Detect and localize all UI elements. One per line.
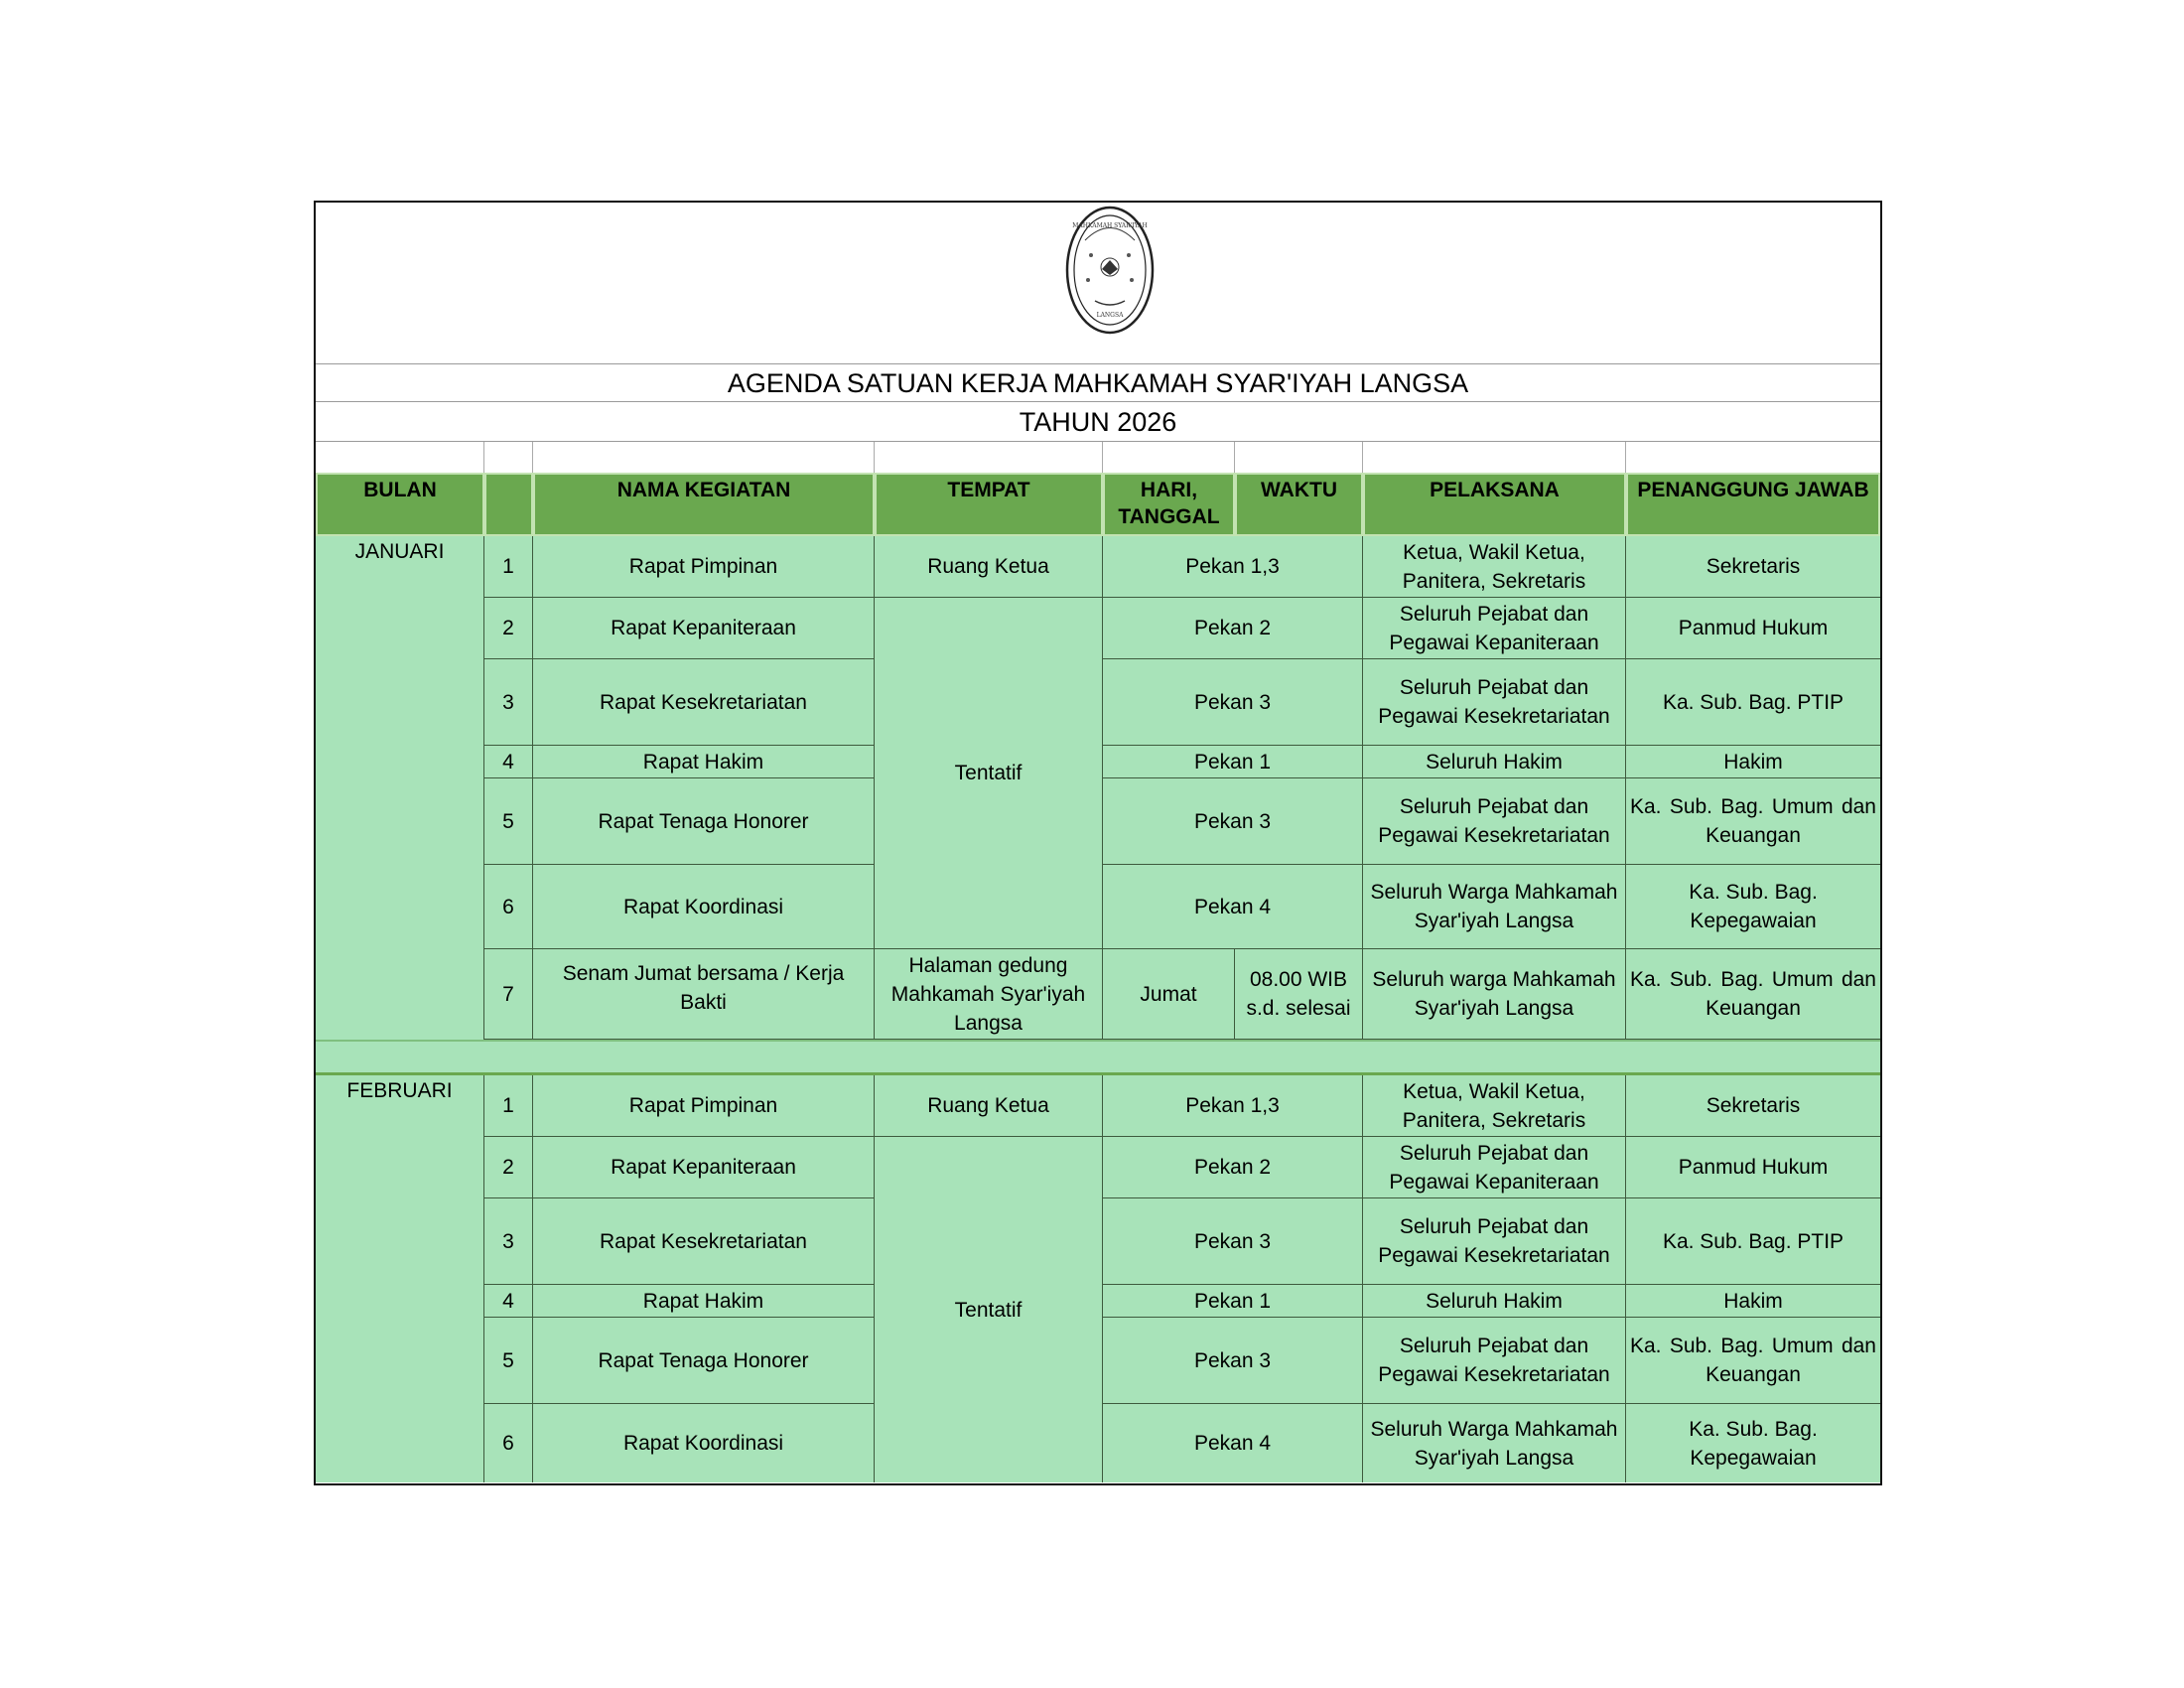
blank-cell [316, 442, 484, 475]
row-number: 7 [484, 949, 533, 1040]
activity-executor: Seluruh warga Mahkamah Syar'iyah Langsa [1363, 949, 1626, 1040]
row-number: 4 [484, 746, 533, 778]
month-separator [316, 1040, 1880, 1075]
activity-executor: Seluruh Pejabat dan Pegawai Kepaniteraan [1363, 1137, 1626, 1198]
activity-executor: Seluruh Warga Mahkamah Syar'iyah Langsa [1363, 865, 1626, 949]
activity-name: Rapat Kesekretariatan [533, 659, 875, 746]
activity-executor: Seluruh Hakim [1363, 746, 1626, 778]
row-number: 5 [484, 778, 533, 865]
activity-pic: Sekretaris [1626, 536, 1880, 598]
activity-day: Pekan 1 [1103, 1285, 1363, 1318]
row-number: 3 [484, 659, 533, 746]
row-number: 5 [484, 1318, 533, 1404]
activity-executor: Ketua, Wakil Ketua, Panitera, Sekretaris [1363, 536, 1626, 598]
header-hari-tanggal: HARI, TANGGAL [1103, 473, 1235, 536]
activity-name: Rapat Hakim [533, 746, 875, 778]
activity-day: Jumat [1103, 949, 1235, 1040]
activity-day: Pekan 3 [1103, 1318, 1363, 1404]
activity-pic: Ka. Sub. Bag. PTIP [1626, 1198, 1880, 1285]
activity-day: Pekan 4 [1103, 1404, 1363, 1482]
activity-place-tentatif: Tentatif [875, 1137, 1103, 1482]
header-waktu: WAKTU [1235, 473, 1363, 536]
blank-cell [533, 442, 875, 475]
court-seal-logo-icon [1065, 206, 1155, 335]
activity-name: Rapat Pimpinan [533, 536, 875, 598]
activity-executor: Seluruh Pejabat dan Pegawai Kesekretariatan [1363, 659, 1626, 746]
activity-pic: Ka. Sub. Bag. Umum dan Keuangan [1626, 778, 1880, 865]
header-bulan: BULAN [316, 473, 484, 536]
activity-pic: Sekretaris [1626, 1075, 1880, 1137]
agenda-sheet [314, 201, 1882, 1485]
activity-pic: Ka. Sub. Bag. Umum dan Keuangan [1626, 1318, 1880, 1404]
activity-day: Pekan 1,3 [1103, 536, 1363, 598]
activity-name: Rapat Koordinasi [533, 1404, 875, 1482]
activity-day: Pekan 3 [1103, 659, 1363, 746]
activity-pic: Ka. Sub. Bag. Umum dan Keuangan [1626, 949, 1880, 1040]
activity-pic: Panmud Hukum [1626, 1137, 1880, 1198]
activity-pic: Ka. Sub. Bag. Kepegawaian [1626, 1404, 1880, 1482]
activity-name: Rapat Hakim [533, 1285, 875, 1318]
header-nama-kegiatan: NAMA KEGIATAN [533, 473, 875, 536]
activity-pic: Ka. Sub. Bag. Kepegawaian [1626, 865, 1880, 949]
header-penanggung-jawab: PENANGGUNG JAWAB [1626, 473, 1880, 536]
row-number: 2 [484, 1137, 533, 1198]
activity-place-tentatif: Tentatif [875, 598, 1103, 949]
activity-pic: Hakim [1626, 746, 1880, 778]
activity-name: Rapat Tenaga Honorer [533, 1318, 875, 1404]
row-number: 2 [484, 598, 533, 659]
row-number: 1 [484, 1075, 533, 1137]
activity-day: Pekan 3 [1103, 778, 1363, 865]
blank-cell [1363, 442, 1626, 475]
activity-day: Pekan 4 [1103, 865, 1363, 949]
header-tempat: TEMPAT [875, 473, 1103, 536]
month-februari: FEBRUARI [316, 1075, 484, 1482]
activity-name: Rapat Kepaniteraan [533, 1137, 875, 1198]
svg-text:LANGSA: LANGSA [1096, 312, 1124, 319]
activity-executor: Seluruh Hakim [1363, 1285, 1626, 1318]
row-number: 6 [484, 865, 533, 949]
activity-day: Pekan 2 [1103, 1137, 1363, 1198]
activity-name: Rapat Tenaga Honorer [533, 778, 875, 865]
activity-executor: Seluruh Pejabat dan Pegawai Kepaniteraan [1363, 598, 1626, 659]
activity-executor: Seluruh Pejabat dan Pegawai Kesekretariatan [1363, 1318, 1626, 1404]
blank-cell [484, 442, 533, 475]
header-no [484, 473, 533, 536]
activity-place: Halaman gedung Mahkamah Syar'iyah Langsa [875, 949, 1103, 1040]
activity-pic: Panmud Hukum [1626, 598, 1880, 659]
row-number: 3 [484, 1198, 533, 1285]
activity-executor: Seluruh Pejabat dan Pegawai Kesekretariatan [1363, 1198, 1626, 1285]
activity-time: 08.00 WIB s.d. selesai [1235, 949, 1363, 1040]
row-number: 6 [484, 1404, 533, 1482]
blank-cell [1103, 442, 1235, 475]
page-title: AGENDA SATUAN KERJA MAHKAMAH SYAR'IYAH LANGSA [316, 364, 1880, 402]
row-number: 1 [484, 536, 533, 598]
activity-executor: Seluruh Pejabat dan Pegawai Kesekretariatan [1363, 778, 1626, 865]
activity-name: Rapat Kesekretariatan [533, 1198, 875, 1285]
activity-executor: Seluruh Warga Mahkamah Syar'iyah Langsa [1363, 1404, 1626, 1482]
activity-name: Rapat Pimpinan [533, 1075, 875, 1137]
activity-executor: Ketua, Wakil Ketua, Panitera, Sekretaris [1363, 1075, 1626, 1137]
activity-pic: Ka. Sub. Bag. PTIP [1626, 659, 1880, 746]
page-subtitle-year: TAHUN 2026 [316, 402, 1880, 442]
activity-name: Senam Jumat bersama / Kerja Bakti [533, 949, 875, 1040]
blank-cell [1626, 442, 1880, 475]
activity-place: Ruang Ketua [875, 536, 1103, 598]
month-januari: JANUARI [316, 536, 484, 1040]
activity-day: Pekan 1 [1103, 746, 1363, 778]
blank-cell [875, 442, 1103, 475]
activity-name: Rapat Koordinasi [533, 865, 875, 949]
activity-pic: Hakim [1626, 1285, 1880, 1318]
activity-name: Rapat Kepaniteraan [533, 598, 875, 659]
logo-area [316, 203, 1880, 364]
blank-cell [1235, 442, 1363, 475]
activity-day: Pekan 2 [1103, 598, 1363, 659]
activity-day: Pekan 1,3 [1103, 1075, 1363, 1137]
svg-text:MAHKAMAH SYAR'IYAH: MAHKAMAH SYAR'IYAH [1072, 222, 1148, 229]
activity-day: Pekan 3 [1103, 1198, 1363, 1285]
header-pelaksana: PELAKSANA [1363, 473, 1626, 536]
activity-place: Ruang Ketua [875, 1075, 1103, 1137]
row-number: 4 [484, 1285, 533, 1318]
